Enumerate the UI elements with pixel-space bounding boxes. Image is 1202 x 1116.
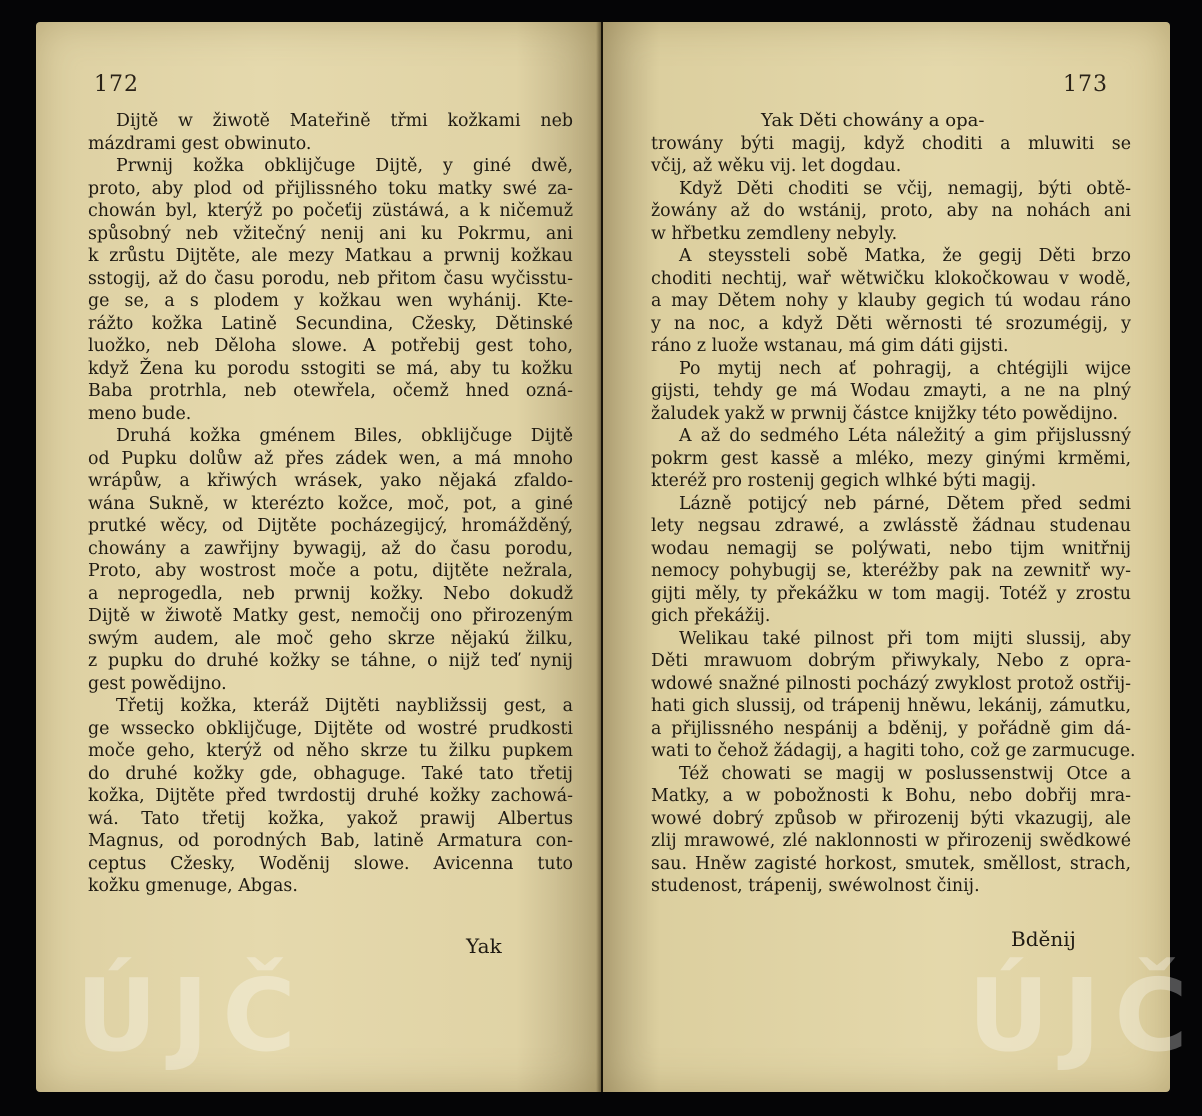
body-lines	[651, 133, 1136, 898]
text-line: sau. Hněw zagisté horkost, smutek, směllost, strach,	[651, 853, 1131, 874]
text-line: studenost, trápenij, swéwolnost činij.	[651, 876, 980, 896]
text-line: Třetij kožka, kteráž Dijtěti naybližssij gest, a	[116, 696, 573, 716]
text-line: swým audem, ale moč geho skrze nějakú žilku,	[88, 628, 573, 649]
text-line: Po mytij nech ať pohragij, a chtégijli wijce	[679, 358, 1131, 379]
text-line: meno bude.	[88, 403, 192, 424]
text-line: ge wssecko obklijčuge, Dijtěte od wostré prudkosti	[88, 718, 573, 739]
text-line: rážto kožka Latině Secundina, Cžesky, Dětinské	[88, 313, 573, 334]
text-line: ceptus Cžesky, Woděnij slowe. Avicenna tuto	[88, 853, 573, 874]
text-line: Baba protrhla, neb otewřela, očemž hned ozná-	[88, 381, 573, 401]
text-line: prutké wěcy, od Dijtěte pocházegijcý, hromážděný,	[88, 516, 573, 536]
text-line: Lázně potijcý neb párné, Dětem před sedmi	[679, 493, 1131, 514]
text-line: a may Dětem nohy y klauby gegich tú wodau ráno	[651, 291, 1131, 311]
text-line: chowány a zawřijny bywagij, až do času porodu,	[88, 538, 573, 559]
text-line: gich překážij.	[651, 606, 771, 626]
text-line: proto, aby plod od přijlissného toku matky swé za-	[88, 178, 573, 199]
text-line: moče geho, kterýž od něho skrze tu žilku pupkem	[88, 741, 573, 761]
watermark-stamp: ÚJČ	[968, 957, 1202, 1074]
text-line: Děti mrawuom dobrým přiwykaly, Nebo z opra-	[651, 651, 1131, 671]
text-line: a přijlissného nespánij a bděnij, y pořádně gim dá-	[651, 718, 1131, 739]
text-line: spůsobný neb vžitečný nenij ani ku Pokrmu, ani	[88, 223, 573, 244]
text-line: wati to čehož žádagij, a hagiti toho, což ge zarmucuge.	[651, 741, 1136, 761]
text-line: wá. Tato třetij kožka, yakož prawij Albertus	[88, 808, 573, 829]
text-line: trowány býti magij, když choditi a mluwiti se	[651, 133, 1131, 154]
text-line: ráno z luože wstanau, má gim dáti gijsti.	[651, 336, 1009, 356]
text-line: z pupku do druhé kožky se táhne, o nijž teď nynij	[88, 651, 573, 671]
page-body	[651, 110, 1136, 898]
text-line: kožku gmenuge, Abgas.	[88, 876, 298, 896]
watermark-stamp: ÚJČ	[76, 957, 310, 1074]
text-line: kteréž pro rostenij gegich wlhké býti magij.	[651, 471, 1037, 491]
text-line: Dijtě w žiwotě Matky gest, nemočij ono přirozeným	[88, 606, 573, 626]
text-line: kožka, Dijtěte před twrdostij druhé kožky zachowá-	[88, 786, 573, 806]
text-line: gest powědijno.	[88, 673, 227, 694]
text-line: Proto, aby wostrost moče a potu, dijtěte nežrala,	[88, 561, 573, 581]
text-line: Magnus, od porodných Bab, latině Armatura con-	[88, 831, 573, 851]
text-line: žaludek yakž w prwnij částce knijžky této powědijno.	[651, 403, 1118, 424]
text-line: lety negsau zdrawé, a zwlásstě žádnau studenau	[651, 516, 1131, 536]
catchword: Yak	[466, 934, 502, 958]
text-line: A až do sedmého Léta náležitý a gim přijslussný	[679, 426, 1131, 446]
text-line: choditi nechtij, wař wětwičku klokočkowau v wodě,	[651, 268, 1131, 289]
text-line: pokrm gest kassě a mléko, mezy ginými krměmi,	[651, 448, 1131, 469]
text-line: wodau nemagij se polýwati, nebo tijm wnitřnij	[651, 538, 1131, 559]
text-line: a neprogedla, neb prwnij kožky. Nebo dokudž	[88, 583, 573, 604]
text-line: ge se, a s plodem y kožkau wen wyhánij. Kte-	[88, 291, 573, 311]
left-page	[36, 22, 601, 1092]
text-line: gijsti, tehdy ge má Wodau zmayti, a ne na plný	[651, 381, 1131, 401]
text-line: Když Děti choditi se včij, nemagij, býti obtě-	[679, 178, 1131, 199]
text-line: wrápůw, a křiwých wrásek, yako nějaká zfaldo-	[88, 471, 573, 491]
text-line: Matky, a w pobožnosti k Bohu, nebo dobřij mra-	[651, 786, 1131, 806]
right-page	[603, 22, 1202, 1092]
text-line: nemocy pohybugij se, kteréžby pak na zewnitř wy-	[651, 561, 1131, 581]
text-line: y na noc, a když Děti wěrnosti té srozumégij, y	[651, 313, 1131, 334]
text-line: do druhé kožky gde, obhaguge. Také tato třetij	[88, 763, 573, 784]
section-heading: Yak Děti chowány a opa-	[761, 110, 985, 131]
text-line: wowé dobrý způsob w přirozenij býti vkazugij, ale	[651, 808, 1131, 829]
text-line: žowány až do wstánij, proto, aby na nohách ani	[651, 201, 1131, 221]
page-number: 173	[1063, 72, 1108, 97]
catchword: Bděnij	[1011, 927, 1076, 951]
text-line: Prwnij kožka obklijčuge Dijtě, y giné dwě,	[116, 156, 573, 176]
text-line: od Pupku dolůw až přes zádek wen, a má mnoho	[88, 448, 573, 469]
text-line: w hřbetku zemdleny nebyly.	[651, 223, 898, 244]
text-line: Též chowati se magij w poslussenstwij Otce a	[679, 763, 1131, 784]
text-line: wána Sukně, w kterézto kožce, moč, pot, a giné	[88, 493, 573, 514]
text-line: gijti měly, ty překážku w tom magij. Totéž y zrostu	[651, 583, 1131, 604]
text-line: zlij mrawowé, zlé naklonnosti w přirozenij swědkowé	[651, 831, 1131, 851]
page-body	[88, 110, 573, 898]
text-line: včij, až wěku vij. let dogdau.	[651, 156, 902, 176]
text-line: A steyssteli sobě Matka, že gegij Děti brzo	[679, 246, 1131, 266]
text-line: hati gich slussij, od trápenij hněwu, lekánij, zámutku,	[651, 696, 1131, 716]
text-line: luožko, neb Děloha slowe. A potřebij gest toho,	[88, 336, 573, 356]
text-line: Dijtě w žiwotě Mateřině třmi kožkami neb	[116, 111, 573, 131]
text-line: Welikau také pilnost při tom mijti slussij, aby	[679, 628, 1131, 649]
text-line: mázdrami gest obwinuto.	[88, 133, 312, 154]
text-line: Druhá kožka gménem Biles, obklijčuge Dijtě	[116, 426, 573, 446]
text-line: k zrůstu Dijtěte, ale mezy Matkau a prwnij kožkau	[88, 246, 573, 266]
text-line: chowán byl, kterýž po počeťij züstáwá, a k ničemuž	[88, 201, 573, 221]
text-line: wdowé snažné pilnosti pocházý zwyklost protož ostřij-	[651, 673, 1131, 694]
text-line: sstogij, až do času porodu, neb přitom času wyčisstu-	[88, 268, 573, 289]
text-line: když Žena ku porodu sstogiti se má, aby tu kožku	[88, 358, 573, 379]
page-number: 172	[94, 72, 139, 97]
